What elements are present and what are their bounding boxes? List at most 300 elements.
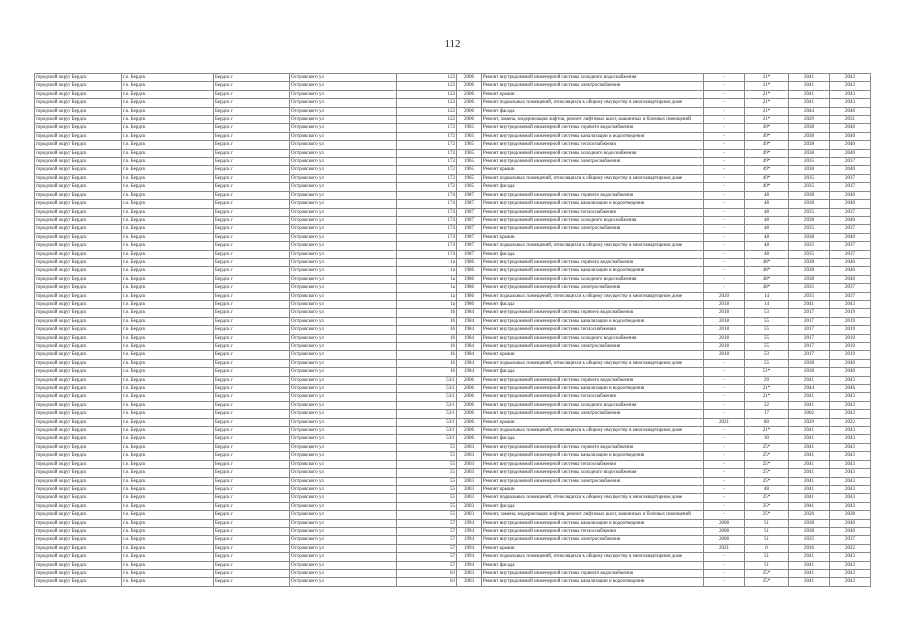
okrug-cell: городской округ Бердск <box>35 124 122 132</box>
table-body <box>35 74 871 587</box>
previous-repair-cell: 2008 <box>704 519 745 527</box>
okrug-cell: городской округ Бердск <box>35 267 122 275</box>
period-end-cell: 2043 <box>830 74 871 82</box>
street-cell: Островского ул <box>290 107 397 115</box>
period-start-cell: 2035 <box>789 536 830 544</box>
street-cell: Островского ул <box>290 166 397 174</box>
settlement-cell: г.о. Бердск <box>122 536 214 544</box>
previous-repair-cell: - <box>704 90 745 98</box>
work-type-cell: Ремонт внутридомовой инженерной системы горячего водоснабжения <box>482 124 704 132</box>
year-cell: 1984 <box>457 309 482 317</box>
table-row <box>35 435 871 443</box>
period-end-cell: 2043 <box>830 469 871 477</box>
street-cell: Островского ул <box>290 359 397 367</box>
period-end-cell: 2043 <box>830 90 871 98</box>
settlement-cell: г.о. Бердск <box>122 292 214 300</box>
house-cell: 16 <box>397 317 457 325</box>
table-row <box>35 317 871 325</box>
table-row <box>35 343 871 351</box>
house-cell: 57 <box>397 553 457 561</box>
city-cell: Бердск г <box>214 258 290 266</box>
period-start-cell: 2029 <box>789 418 830 426</box>
okrug-cell: городской округ Бердск <box>35 158 122 166</box>
house-cell: 174 <box>397 242 457 250</box>
period-end-cell: 2037 <box>830 225 871 233</box>
period-start-cell: 2041 <box>789 460 830 468</box>
settlement-cell: г.о. Бердск <box>122 267 214 275</box>
period-start-cell: 2041 <box>789 494 830 502</box>
street-cell: Островского ул <box>290 569 397 577</box>
table-row <box>35 418 871 426</box>
city-cell: Бердск г <box>214 250 290 258</box>
settlement-cell: г.о. Бердск <box>122 132 214 140</box>
house-cell: 55 <box>397 452 457 460</box>
previous-repair-cell: - <box>704 74 745 82</box>
okrug-cell: городской округ Бердск <box>35 494 122 502</box>
settlement-cell: г.о. Бердск <box>122 233 214 241</box>
previous-repair-cell: - <box>704 359 745 367</box>
year-cell: 2003 <box>457 569 482 577</box>
wear-cell: 51 <box>745 553 789 561</box>
previous-repair-cell: - <box>704 578 745 586</box>
work-type-cell: Ремонт фасада <box>482 250 704 258</box>
previous-repair-cell: - <box>704 183 745 191</box>
okrug-cell: городской округ Бердск <box>35 527 122 535</box>
period-end-cell: 2043 <box>830 578 871 586</box>
table-row <box>35 233 871 241</box>
period-end-cell: 2037 <box>830 292 871 300</box>
city-cell: Бердск г <box>214 544 290 552</box>
period-start-cell: 2038 <box>789 519 830 527</box>
year-cell: 1986 <box>457 275 482 283</box>
period-start-cell: 2041 <box>789 376 830 384</box>
period-end-cell: 2043 <box>830 502 871 510</box>
city-cell: Бердск г <box>214 334 290 342</box>
previous-repair-cell: - <box>704 435 745 443</box>
okrug-cell: городской округ Бердск <box>35 225 122 233</box>
year-cell: 2003 <box>457 452 482 460</box>
year-cell: 1965 <box>457 166 482 174</box>
house-cell: 172 <box>397 132 457 140</box>
house-cell: 57 <box>397 544 457 552</box>
settlement-cell: г.о. Бердск <box>122 511 214 519</box>
table-row <box>35 258 871 266</box>
okrug-cell: городской округ Бердск <box>35 477 122 485</box>
period-start-cell: 2035 <box>789 292 830 300</box>
period-end-cell: 2040 <box>830 267 871 275</box>
settlement-cell: г.о. Бердск <box>122 107 214 115</box>
previous-repair-cell: - <box>704 200 745 208</box>
okrug-cell: городской округ Бердск <box>35 393 122 401</box>
house-cell: 53/1 <box>397 418 457 426</box>
work-type-cell: Ремонт внутридомовой инженерной системы теплоснабжения <box>482 208 704 216</box>
street-cell: Островского ул <box>290 174 397 182</box>
period-end-cell: 2040 <box>830 275 871 283</box>
city-cell: Бердск г <box>214 511 290 519</box>
city-cell: Бердск г <box>214 132 290 140</box>
wear-cell: 25* <box>745 477 789 485</box>
okrug-cell: городской округ Бердск <box>35 300 122 308</box>
city-cell: Бердск г <box>214 99 290 107</box>
previous-repair-cell: 2018 <box>704 351 745 359</box>
settlement-cell: г.о. Бердск <box>122 90 214 98</box>
okrug-cell: городской округ Бердск <box>35 427 122 435</box>
wear-cell: 48 <box>745 208 789 216</box>
house-cell: 57 <box>397 536 457 544</box>
wear-cell: 25* <box>745 511 789 519</box>
year-cell: 2003 <box>457 485 482 493</box>
period-end-cell: 2043 <box>830 443 871 451</box>
work-type-cell: Ремонт внутридомовой инженерной системы электроснабжения <box>482 82 704 90</box>
street-cell: Островского ул <box>290 410 397 418</box>
house-cell: 57 <box>397 519 457 527</box>
street-cell: Островского ул <box>290 376 397 384</box>
city-cell: Бердск г <box>214 300 290 308</box>
work-type-cell: Ремонт подвальных помещений, относящихся к общему имуществу в многоквартирном доме <box>482 427 704 435</box>
city-cell: Бердск г <box>214 393 290 401</box>
work-type-cell: Ремонт внутридомовой инженерной системы горячего водоснабжения <box>482 258 704 266</box>
okrug-cell: городской округ Бердск <box>35 82 122 90</box>
settlement-cell: г.о. Бердск <box>122 460 214 468</box>
wear-cell: 21* <box>745 90 789 98</box>
work-type-cell: Ремонт внутридомовой инженерной системы холодного водоснабжения <box>482 275 704 283</box>
work-type-cell: Ремонт внутридомовой инженерной системы горячего водоснабжения <box>482 309 704 317</box>
settlement-cell: г.о. Бердск <box>122 561 214 569</box>
work-type-cell: Ремонт внутридомовой инженерной системы канализации и водоотведения <box>482 519 704 527</box>
okrug-cell: городской округ Бердск <box>35 90 122 98</box>
period-end-cell: 2022 <box>830 544 871 552</box>
period-end-cell: 2037 <box>830 158 871 166</box>
year-cell: 1994 <box>457 561 482 569</box>
period-end-cell: 2040 <box>830 216 871 224</box>
work-type-cell: Ремонт внутридомовой инженерной системы канализации и водоотведения <box>482 452 704 460</box>
previous-repair-cell: - <box>704 242 745 250</box>
work-type-cell: Ремонт внутридомовой инженерной системы теплоснабжения <box>482 141 704 149</box>
wear-cell: 55 <box>745 317 789 325</box>
settlement-cell: г.о. Бердск <box>122 385 214 393</box>
settlement-cell: г.о. Бердск <box>122 284 214 292</box>
street-cell: Островского ул <box>290 99 397 107</box>
house-cell: 122 <box>397 99 457 107</box>
previous-repair-cell: 2018 <box>704 317 745 325</box>
street-cell: Островского ул <box>290 158 397 166</box>
work-type-cell: Ремонт фасада <box>482 183 704 191</box>
street-cell: Островского ул <box>290 90 397 98</box>
previous-repair-cell: 2018 <box>704 326 745 334</box>
work-type-cell: Ремонт фасада <box>482 502 704 510</box>
street-cell: Островского ул <box>290 502 397 510</box>
period-start-cell: 2038 <box>789 141 830 149</box>
house-cell: 53/1 <box>397 435 457 443</box>
year-cell: 2006 <box>457 74 482 82</box>
city-cell: Бердск г <box>214 107 290 115</box>
street-cell: Островского ул <box>290 536 397 544</box>
work-type-cell: Ремонт внутридомовой инженерной системы горячего водоснабжения <box>482 443 704 451</box>
wear-cell: 21* <box>745 107 789 115</box>
settlement-cell: г.о. Бердск <box>122 208 214 216</box>
year-cell: 2006 <box>457 418 482 426</box>
house-cell: 63 <box>397 569 457 577</box>
city-cell: Бердск г <box>214 183 290 191</box>
table-row <box>35 460 871 468</box>
period-end-cell: 2040 <box>830 132 871 140</box>
previous-repair-cell: 2021 <box>704 418 745 426</box>
settlement-cell: г.о. Бердск <box>122 275 214 283</box>
city-cell: Бердск г <box>214 401 290 409</box>
table-row <box>35 527 871 535</box>
wear-cell: 22 <box>745 401 789 409</box>
year-cell: 1994 <box>457 527 482 535</box>
table-row <box>35 410 871 418</box>
year-cell: 1984 <box>457 351 482 359</box>
settlement-cell: г.о. Бердск <box>122 200 214 208</box>
city-cell: Бердск г <box>214 502 290 510</box>
settlement-cell: г.о. Бердск <box>122 519 214 527</box>
table-row <box>35 267 871 275</box>
capital-repair-table <box>34 73 871 587</box>
previous-repair-cell: - <box>704 149 745 157</box>
okrug-cell: городской округ Бердск <box>35 191 122 199</box>
wear-cell: 51 <box>745 536 789 544</box>
table-row <box>35 191 871 199</box>
previous-repair-cell: 2018 <box>704 300 745 308</box>
city-cell: Бердск г <box>214 166 290 174</box>
wear-cell: 49* <box>745 149 789 157</box>
period-end-cell: 2043 <box>830 410 871 418</box>
period-start-cell: 2035 <box>789 208 830 216</box>
street-cell: Островского ул <box>290 183 397 191</box>
work-type-cell: Ремонт фасада <box>482 435 704 443</box>
year-cell: 2003 <box>457 469 482 477</box>
wear-cell: 25* <box>745 460 789 468</box>
period-end-cell: 2040 <box>830 519 871 527</box>
wear-cell: 48 <box>745 191 789 199</box>
settlement-cell: г.о. Бердск <box>122 258 214 266</box>
wear-cell: 49* <box>745 174 789 182</box>
period-start-cell: 2041 <box>789 502 830 510</box>
table-row <box>35 284 871 292</box>
table-row <box>35 216 871 224</box>
work-type-cell: Ремонт внутридомовой инженерной системы электроснабжения <box>482 158 704 166</box>
year-cell: 1987 <box>457 250 482 258</box>
house-cell: 174 <box>397 233 457 241</box>
period-end-cell: 2019 <box>830 317 871 325</box>
city-cell: Бердск г <box>214 385 290 393</box>
settlement-cell: г.о. Бердск <box>122 553 214 561</box>
table-row <box>35 183 871 191</box>
city-cell: Бердск г <box>214 158 290 166</box>
period-start-cell: 2035 <box>789 242 830 250</box>
table-row <box>35 502 871 510</box>
okrug-cell: городской округ Бердск <box>35 174 122 182</box>
work-type-cell: Ремонт крыши <box>482 233 704 241</box>
work-type-cell: Ремонт подвальных помещений, относящихся к общему имуществу в многоквартирном доме <box>482 242 704 250</box>
work-type-cell: Ремонт внутридомовой инженерной системы электроснабжения <box>482 477 704 485</box>
work-type-cell: Ремонт внутридомовой инженерной системы электроснабжения <box>482 284 704 292</box>
work-type-cell: Ремонт подвальных помещений, относящихся к общему имуществу в многоквартирном доме <box>482 359 704 367</box>
house-cell: 1а <box>397 258 457 266</box>
period-end-cell: 2046 <box>830 107 871 115</box>
period-start-cell: 2026 <box>789 511 830 519</box>
previous-repair-cell: - <box>704 191 745 199</box>
previous-repair-cell: - <box>704 124 745 132</box>
house-cell: 1а <box>397 275 457 283</box>
okrug-cell: городской округ Бердск <box>35 376 122 384</box>
okrug-cell: городской округ Бердск <box>35 569 122 577</box>
house-cell: 55 <box>397 443 457 451</box>
house-cell: 122 <box>397 82 457 90</box>
previous-repair-cell: - <box>704 452 745 460</box>
settlement-cell: г.о. Бердск <box>122 99 214 107</box>
year-cell: 1986 <box>457 258 482 266</box>
period-end-cell: 2040 <box>830 124 871 132</box>
table-row <box>35 275 871 283</box>
okrug-cell: городской округ Бердск <box>35 99 122 107</box>
table-row <box>35 443 871 451</box>
previous-repair-cell: - <box>704 107 745 115</box>
house-cell: 55 <box>397 485 457 493</box>
okrug-cell: городской округ Бердск <box>35 166 122 174</box>
settlement-cell: г.о. Бердск <box>122 74 214 82</box>
settlement-cell: г.о. Бердск <box>122 149 214 157</box>
table-row <box>35 544 871 552</box>
okrug-cell: городской округ Бердск <box>35 132 122 140</box>
city-cell: Бердск г <box>214 477 290 485</box>
wear-cell: 48 <box>745 242 789 250</box>
period-start-cell: 2041 <box>789 90 830 98</box>
previous-repair-cell: - <box>704 141 745 149</box>
previous-repair-cell: 2018 <box>704 343 745 351</box>
table-row <box>35 385 871 393</box>
street-cell: Островского ул <box>290 519 397 527</box>
okrug-cell: городской округ Бердск <box>35 326 122 334</box>
house-cell: 1а <box>397 284 457 292</box>
settlement-cell: г.о. Бердск <box>122 225 214 233</box>
okrug-cell: городской округ Бердск <box>35 511 122 519</box>
settlement-cell: г.о. Бердск <box>122 334 214 342</box>
house-cell: 55 <box>397 511 457 519</box>
city-cell: Бердск г <box>214 174 290 182</box>
period-end-cell: 2037 <box>830 250 871 258</box>
work-type-cell: Ремонт внутридомовой инженерной системы холодного водоснабжения <box>482 334 704 342</box>
period-end-cell: 2046 <box>830 385 871 393</box>
work-type-cell: Ремонт внутридомовой инженерной системы горячего водоснабжения <box>482 191 704 199</box>
year-cell: 1986 <box>457 292 482 300</box>
period-start-cell: 2044 <box>789 385 830 393</box>
year-cell: 1984 <box>457 368 482 376</box>
settlement-cell: г.о. Бердск <box>122 343 214 351</box>
period-end-cell: 2043 <box>830 393 871 401</box>
city-cell: Бердск г <box>214 284 290 292</box>
period-start-cell: 2035 <box>789 225 830 233</box>
wear-cell: 48* <box>745 284 789 292</box>
wear-cell: 17 <box>745 410 789 418</box>
year-cell: 2003 <box>457 494 482 502</box>
street-cell: Островского ул <box>290 74 397 82</box>
table-row <box>35 401 871 409</box>
wear-cell: 49* <box>745 183 789 191</box>
previous-repair-cell: - <box>704 460 745 468</box>
street-cell: Островского ул <box>290 561 397 569</box>
table-row <box>35 300 871 308</box>
year-cell: 1984 <box>457 317 482 325</box>
previous-repair-cell: - <box>704 275 745 283</box>
settlement-cell: г.о. Бердск <box>122 242 214 250</box>
wear-cell: 14 <box>745 300 789 308</box>
period-start-cell: 2016 <box>789 544 830 552</box>
street-cell: Островского ул <box>290 385 397 393</box>
wear-cell: 48* <box>745 267 789 275</box>
okrug-cell: городской округ Бердск <box>35 485 122 493</box>
period-end-cell: 2028 <box>830 511 871 519</box>
street-cell: Островского ул <box>290 469 397 477</box>
settlement-cell: г.о. Бердск <box>122 494 214 502</box>
period-end-cell: 2040 <box>830 141 871 149</box>
street-cell: Островского ул <box>290 191 397 199</box>
house-cell: 172 <box>397 158 457 166</box>
wear-cell: 21* <box>745 116 789 124</box>
period-end-cell: 2040 <box>830 258 871 266</box>
year-cell: 2006 <box>457 116 482 124</box>
wear-cell: 48 <box>745 200 789 208</box>
table-row <box>35 90 871 98</box>
year-cell: 2003 <box>457 477 482 485</box>
city-cell: Бердск г <box>214 309 290 317</box>
table-row <box>35 242 871 250</box>
okrug-cell: городской округ Бердск <box>35 200 122 208</box>
period-start-cell: 2041 <box>789 99 830 107</box>
okrug-cell: городской округ Бердск <box>35 292 122 300</box>
street-cell: Островского ул <box>290 343 397 351</box>
period-end-cell: 2019 <box>830 343 871 351</box>
table-row <box>35 368 871 376</box>
work-type-cell: Ремонт внутридомовой инженерной системы горячего водоснабжения <box>482 376 704 384</box>
table-row <box>35 511 871 519</box>
table-row <box>35 250 871 258</box>
street-cell: Островского ул <box>290 132 397 140</box>
street-cell: Островского ул <box>290 401 397 409</box>
house-cell: 1а <box>397 300 457 308</box>
house-cell: 57 <box>397 561 457 569</box>
street-cell: Островского ул <box>290 494 397 502</box>
year-cell: 1965 <box>457 183 482 191</box>
period-end-cell: 2037 <box>830 284 871 292</box>
year-cell: 2006 <box>457 393 482 401</box>
wear-cell: 55 <box>745 343 789 351</box>
city-cell: Бердск г <box>214 359 290 367</box>
work-type-cell: Ремонт крыши <box>482 544 704 552</box>
work-type-cell: Ремонт внутридомовой инженерной системы электроснабжения <box>482 536 704 544</box>
city-cell: Бердск г <box>214 149 290 157</box>
work-type-cell: Ремонт подвальных помещений, относящихся к общему имуществу в многоквартирном доме <box>482 174 704 182</box>
wear-cell: 55 <box>745 326 789 334</box>
street-cell: Островского ул <box>290 511 397 519</box>
city-cell: Бердск г <box>214 519 290 527</box>
period-start-cell: 2038 <box>789 200 830 208</box>
city-cell: Бердск г <box>214 427 290 435</box>
city-cell: Бердск г <box>214 418 290 426</box>
work-type-cell: Ремонт внутридомовой инженерной системы канализации и водоотведения <box>482 200 704 208</box>
wear-cell: 25* <box>745 502 789 510</box>
city-cell: Бердск г <box>214 578 290 586</box>
period-start-cell: 2041 <box>789 401 830 409</box>
house-cell: 16 <box>397 351 457 359</box>
street-cell: Островского ул <box>290 300 397 308</box>
period-start-cell: 2038 <box>789 149 830 157</box>
year-cell: 2006 <box>457 376 482 384</box>
table-row <box>35 149 871 157</box>
wear-cell: 49* <box>745 124 789 132</box>
